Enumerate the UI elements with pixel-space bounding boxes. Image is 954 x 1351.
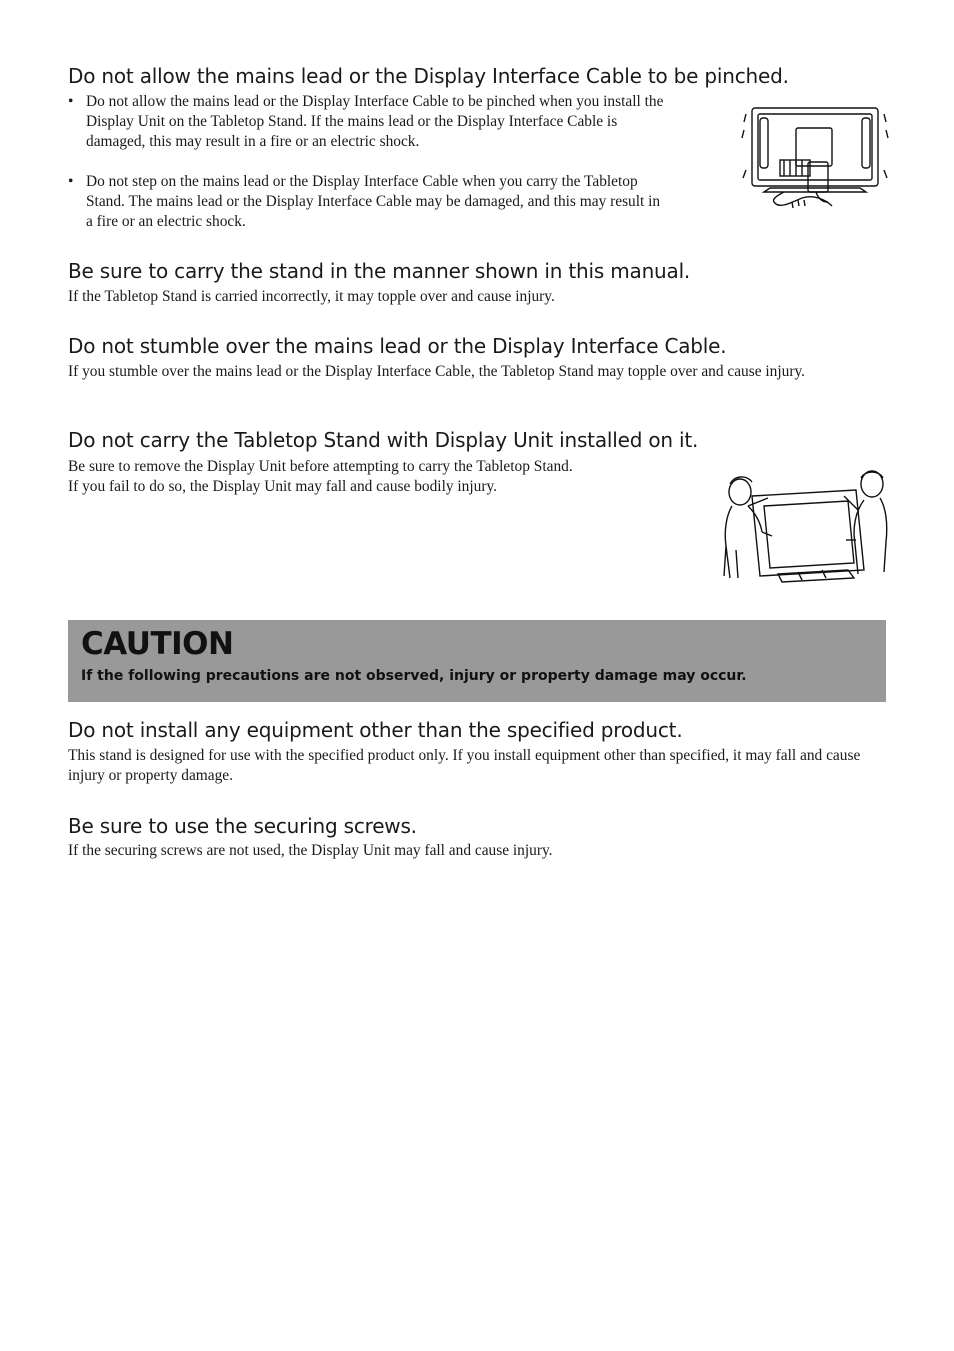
- bullet-dot: •: [68, 93, 74, 110]
- caution-banner: [68, 620, 886, 702]
- heading-carry-with-display: Do not carry the Tabletop Stand with Display Unit installed on it.: [68, 428, 699, 452]
- body-line: If you fail to do so, the Display Unit may fall and cause bodily injury.: [68, 478, 497, 495]
- body-stumble-cable: If you stumble over the mains lead or the Display Interface Cable, the Tabletop Stand may topple over and cause injury.: [68, 363, 806, 380]
- bullet-dot: •: [68, 173, 74, 190]
- caution-subtitle: If the following precautions are not observed, injury or property damage may occur.: [81, 668, 747, 684]
- bullet-text: Do not step on the mains lead or the Display Interface Cable when you carry the Tabletop Stand. The mains lead or the Display Interface Cable may be damaged, and this may result in a fire or an electric shock.: [86, 173, 661, 230]
- body-specified-product: This stand is designed for use with the specified product only. If you install equipment other than specified, it may fall and cause injury or property damage.: [68, 747, 861, 784]
- bullet-text: Do not allow the mains lead or the Display Interface Cable to be pinched when you install the Display Unit on the Tabletop Stand. If the mains lead or the Display Interface Cable is damaged, this may result in a fire or an electric shock.: [86, 93, 664, 150]
- heading-specified-product: Do not install any equipment other than the specified product.: [68, 718, 683, 742]
- caution-title: CAUTION: [81, 626, 234, 662]
- heading-carry-stand: Be sure to carry the stand in the manner shown in this manual.: [68, 259, 691, 283]
- body-carry-stand: If the Tabletop Stand is carried incorrectly, it may topple over and cause injury.: [68, 288, 555, 305]
- heading-stumble-cable: Do not stumble over the mains lead or the Display Interface Cable.: [68, 334, 727, 358]
- heading-cable-pinched: Do not allow the mains lead or the Display Interface Cable to be pinched.: [68, 64, 789, 88]
- two-people-carrying-display-illustration: [722, 470, 890, 588]
- bullet-item: [68, 92, 668, 152]
- body-securing-screws: If the securing screws are not used, the Display Unit may fall and cause injury.: [68, 842, 553, 859]
- display-back-cable-illustration: [740, 100, 890, 212]
- heading-securing-screws: Be sure to use the securing screws.: [68, 814, 417, 838]
- body-line: Be sure to remove the Display Unit before attempting to carry the Tabletop Stand.: [68, 458, 573, 475]
- bullet-item: [68, 172, 668, 232]
